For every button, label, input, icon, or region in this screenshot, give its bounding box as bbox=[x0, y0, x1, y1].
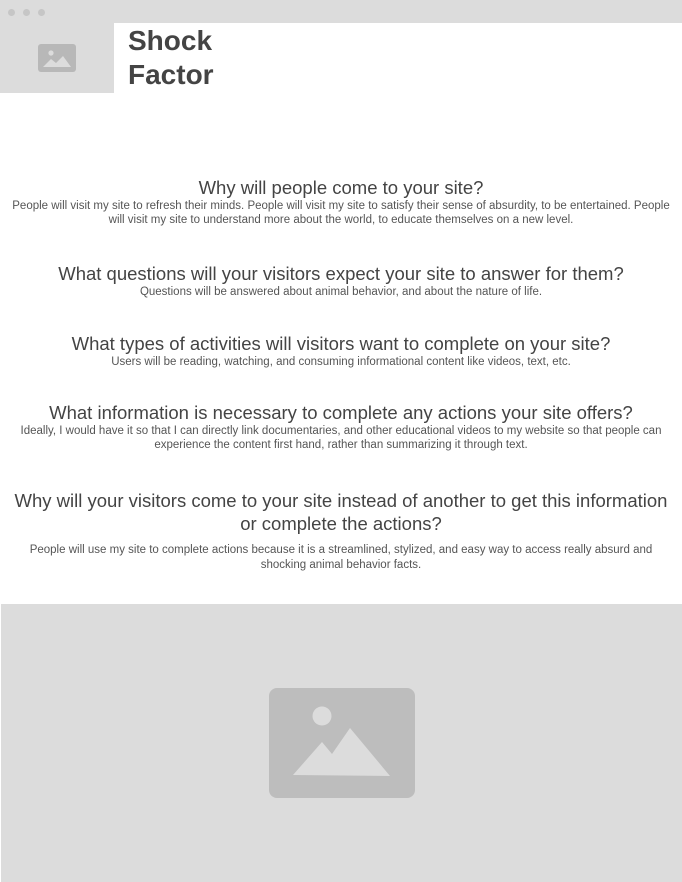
image-placeholder-icon bbox=[38, 44, 76, 72]
section-question: What types of activities will visitors want to complete on your site? bbox=[71, 333, 611, 354]
section-answer: People will visit my site to refresh their minds. People will visit my site to satisfy their sense of absurdity, to be entertained. People will visit my site to understand more about the world, to educate themselves on a new level. bbox=[12, 200, 670, 226]
window-maximize-dot[interactable] bbox=[38, 9, 45, 16]
image-placeholder-icon bbox=[269, 688, 415, 798]
qa-section-questions-answered bbox=[0, 262, 682, 299]
section-answer: Ideally, I would have it so that I can directly link documentaries, and other educational videos to my website so that people can experience the content first hand, rather than summarizing it through text. bbox=[20, 425, 662, 451]
qa-section-why-come bbox=[0, 176, 682, 227]
section-answer: Questions will be answered about animal behavior, and about the nature of life. bbox=[139, 286, 543, 298]
section-question: Why will your visitors come to your site instead of another to get this information or complete the actions? bbox=[14, 490, 668, 534]
qa-section-why-this-site bbox=[0, 489, 682, 573]
site-title-line-2: Factor bbox=[128, 59, 214, 90]
section-question: Why will people come to your site? bbox=[198, 177, 484, 198]
browser-titlebar bbox=[0, 0, 682, 23]
qa-section-activities bbox=[0, 332, 682, 369]
site-title bbox=[128, 24, 328, 92]
window-minimize-dot[interactable] bbox=[23, 9, 30, 16]
qa-section-information-needed bbox=[0, 401, 682, 452]
section-question: What information is necessary to complete any actions your site offers? bbox=[49, 402, 633, 423]
logo-placeholder[interactable] bbox=[0, 23, 114, 93]
section-question: What questions will your visitors expect your site to answer for them? bbox=[58, 263, 624, 284]
site-title-line-1: Shock bbox=[128, 25, 213, 56]
section-answer: People will use my site to complete actions because it is a streamlined, stylized, and easy way to access really absurd and shocking animal behavior facts. bbox=[29, 544, 653, 571]
window-close-dot[interactable] bbox=[8, 9, 15, 16]
section-answer: Users will be reading, watching, and consuming informational content like videos, text, etc. bbox=[111, 356, 571, 368]
hero-image-placeholder[interactable] bbox=[1, 604, 682, 882]
